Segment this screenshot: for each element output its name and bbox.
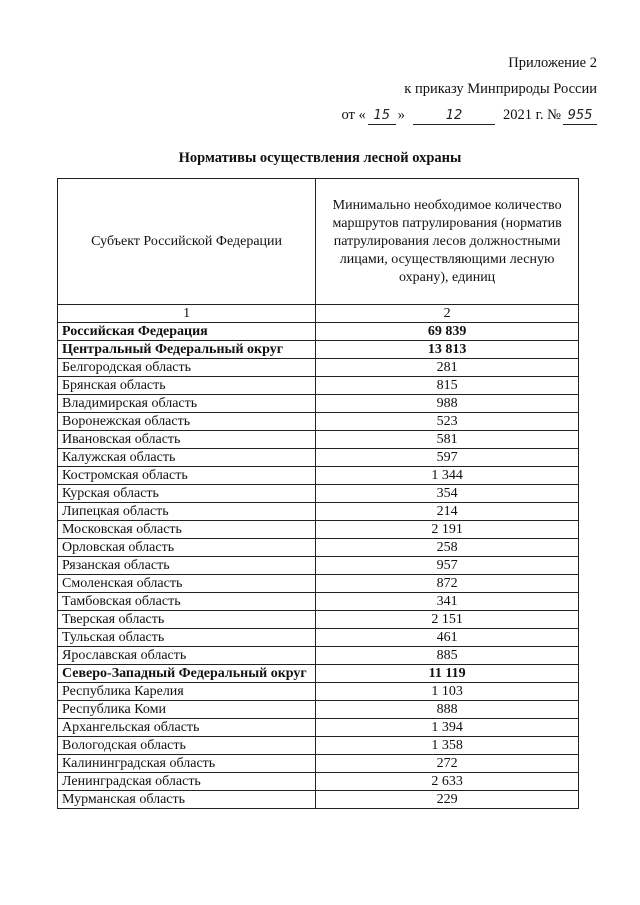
norm-value-cell: 272 bbox=[316, 755, 579, 773]
norm-value-cell: 214 bbox=[316, 503, 579, 521]
table-row bbox=[58, 503, 579, 521]
norm-value-cell: 988 bbox=[316, 395, 579, 413]
subject-name-cell: Российская Федерация bbox=[58, 323, 316, 341]
year-and-number-label: 2021 г. № bbox=[502, 107, 561, 123]
subject-name-cell: Архангельская область bbox=[58, 719, 316, 737]
norm-value-cell: 1 344 bbox=[316, 467, 579, 485]
subject-name-cell: Республика Карелия bbox=[58, 683, 316, 701]
table-row bbox=[58, 521, 579, 539]
order-date-line bbox=[341, 102, 597, 128]
table-row bbox=[58, 485, 579, 503]
table-row bbox=[58, 557, 579, 575]
table-row bbox=[58, 413, 579, 431]
subject-name-cell: Вологодская область bbox=[58, 737, 316, 755]
norm-value-cell: 1 394 bbox=[316, 719, 579, 737]
handwritten-day: 15 bbox=[368, 108, 396, 125]
norm-value-cell: 2 633 bbox=[316, 773, 579, 791]
table-body bbox=[58, 323, 579, 809]
norm-value-cell: 258 bbox=[316, 539, 579, 557]
subject-name-cell: Тамбовская область bbox=[58, 593, 316, 611]
subject-name-cell: Курская область bbox=[58, 485, 316, 503]
column-header-norm: Минимально необходимое количество маршрутов патрулирования (норматив патрулирования лесов должностными лицами, осуществляющими лесную охрану), единиц bbox=[316, 179, 579, 305]
table-row bbox=[58, 323, 579, 341]
norm-value-cell: 69 839 bbox=[316, 323, 579, 341]
norm-value-cell: 1 358 bbox=[316, 737, 579, 755]
subject-name-cell: Брянская область bbox=[58, 377, 316, 395]
table-row bbox=[58, 377, 579, 395]
document-title: Нормативы осуществления лесной охраны bbox=[178, 150, 462, 166]
subject-name-cell: Ярославская область bbox=[58, 647, 316, 665]
norm-value-cell: 888 bbox=[316, 701, 579, 719]
table-row bbox=[58, 629, 579, 647]
table-row bbox=[58, 647, 579, 665]
norm-value-cell: 229 bbox=[316, 791, 579, 809]
subject-name-cell: Мурманская область bbox=[58, 791, 316, 809]
table-row bbox=[58, 467, 579, 485]
subject-name-cell: Орловская область bbox=[58, 539, 316, 557]
table-row bbox=[58, 755, 579, 773]
document-header bbox=[341, 50, 597, 128]
norms-table bbox=[57, 178, 579, 809]
table-row bbox=[58, 395, 579, 413]
norm-value-cell: 815 bbox=[316, 377, 579, 395]
subject-name-cell: Ленинградская область bbox=[58, 773, 316, 791]
subject-name-cell: Воронежская область bbox=[58, 413, 316, 431]
column-number-row bbox=[58, 305, 579, 323]
table-row bbox=[58, 341, 579, 359]
subject-name-cell: Липецкая область bbox=[58, 503, 316, 521]
subject-name-cell: Белгородская область bbox=[58, 359, 316, 377]
subject-name-cell: Калужская область bbox=[58, 449, 316, 467]
table-row bbox=[58, 773, 579, 791]
handwritten-order-number: 955 bbox=[563, 108, 597, 125]
table-row bbox=[58, 593, 579, 611]
table-row bbox=[58, 719, 579, 737]
norm-value-cell: 872 bbox=[316, 575, 579, 593]
column-number-2: 2 bbox=[316, 305, 579, 323]
table-header-row bbox=[58, 179, 579, 305]
norm-value-cell: 885 bbox=[316, 647, 579, 665]
table-row bbox=[58, 737, 579, 755]
subject-name-cell: Рязанская область bbox=[58, 557, 316, 575]
norm-value-cell: 523 bbox=[316, 413, 579, 431]
subject-name-cell: Центральный Федеральный округ bbox=[58, 341, 316, 359]
table-row bbox=[58, 359, 579, 377]
order-reference: к приказу Минприроды России bbox=[404, 81, 597, 97]
norm-value-cell: 597 bbox=[316, 449, 579, 467]
table-row bbox=[58, 683, 579, 701]
handwritten-month: 12 bbox=[413, 108, 495, 125]
column-number-1: 1 bbox=[58, 305, 316, 323]
subject-name-cell: Ивановская область bbox=[58, 431, 316, 449]
norm-value-cell: 13 813 bbox=[316, 341, 579, 359]
table-row bbox=[58, 665, 579, 683]
date-mid: » bbox=[397, 107, 405, 123]
date-prefix: от « bbox=[341, 107, 366, 123]
subject-name-cell: Московская область bbox=[58, 521, 316, 539]
table-row bbox=[58, 449, 579, 467]
table-row bbox=[58, 431, 579, 449]
table-row bbox=[58, 575, 579, 593]
norm-value-cell: 354 bbox=[316, 485, 579, 503]
norm-value-cell: 2 191 bbox=[316, 521, 579, 539]
subject-name-cell: Смоленская область bbox=[58, 575, 316, 593]
norm-value-cell: 281 bbox=[316, 359, 579, 377]
subject-name-cell: Северо-Западный Федеральный округ bbox=[58, 665, 316, 683]
subject-name-cell: Республика Коми bbox=[58, 701, 316, 719]
norm-value-cell: 2 151 bbox=[316, 611, 579, 629]
norm-value-cell: 341 bbox=[316, 593, 579, 611]
subject-name-cell: Калининградская область bbox=[58, 755, 316, 773]
subject-name-cell: Костромская область bbox=[58, 467, 316, 485]
table-row bbox=[58, 539, 579, 557]
norm-value-cell: 581 bbox=[316, 431, 579, 449]
table-row bbox=[58, 701, 579, 719]
subject-name-cell: Тульская область bbox=[58, 629, 316, 647]
appendix-label: Приложение 2 bbox=[508, 55, 597, 71]
table-row bbox=[58, 611, 579, 629]
norm-value-cell: 957 bbox=[316, 557, 579, 575]
norm-value-cell: 1 103 bbox=[316, 683, 579, 701]
norm-value-cell: 11 119 bbox=[316, 665, 579, 683]
column-header-subject: Субъект Российской Федерации bbox=[58, 179, 316, 305]
norm-value-cell: 461 bbox=[316, 629, 579, 647]
subject-name-cell: Владимирская область bbox=[58, 395, 316, 413]
table-row bbox=[58, 791, 579, 809]
subject-name-cell: Тверская область bbox=[58, 611, 316, 629]
